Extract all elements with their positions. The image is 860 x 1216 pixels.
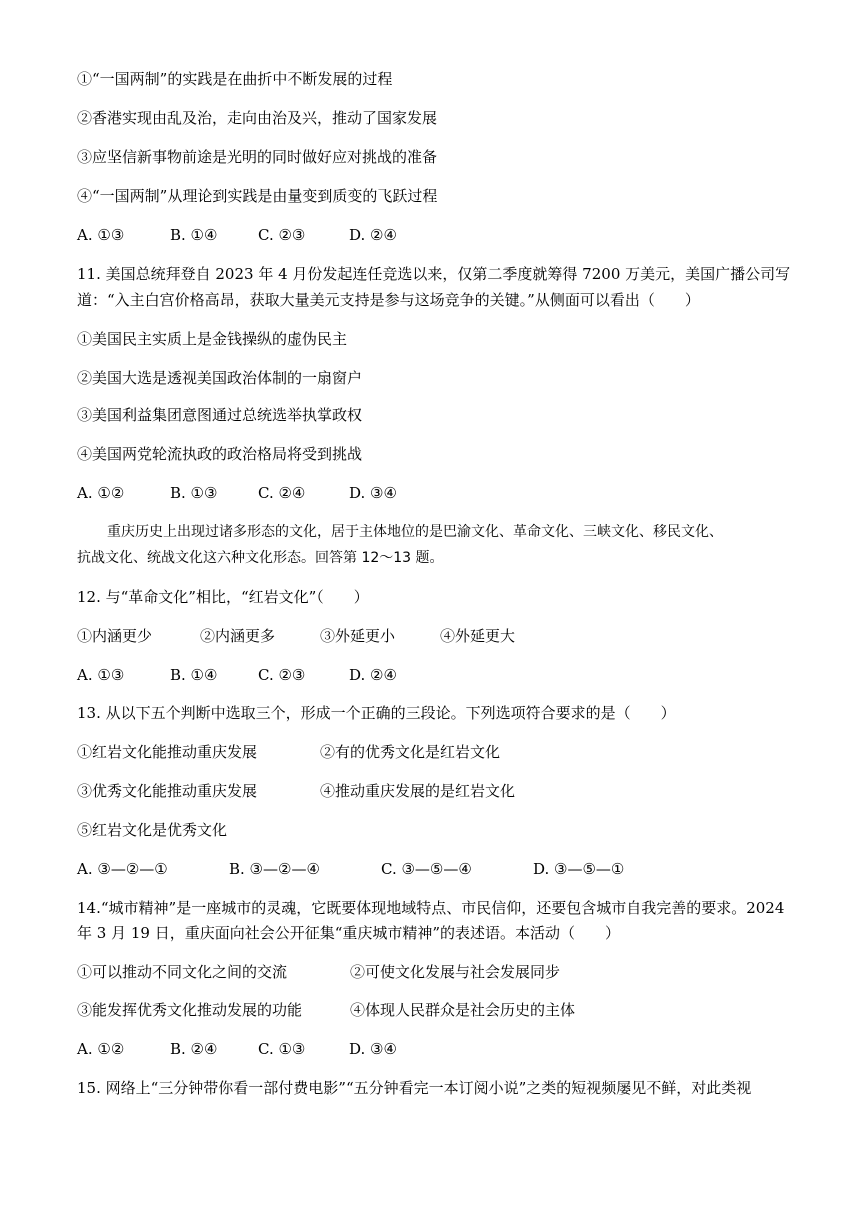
q12-item-1: ①内涵更少 [77,627,153,645]
q10-item-1: ①“一国两制”的实践是在曲折中不断发展的过程 [77,70,393,88]
q10-item-2: ②香港实现由乱及治，走向由治及兴，推动了国家发展 [77,109,438,127]
q14-option-c[interactable]: C. ①③ [258,1040,306,1058]
q11-stem-line1: 11. 美国总统拜登自 2023 年 4 月份发起连任竞选以来，仅第二季度就筹得 7200 万美元，美国广播公司写 [77,265,791,283]
q11-options [77,483,817,503]
q12-item-3: ③外延更小 [320,627,396,645]
q14-option-b[interactable]: B. ②④ [170,1040,218,1058]
material-line2: 抗战文化、统战文化这六种文化形态。回答第 12～13 题。 [77,550,444,566]
q14-stem-line2: 年 3 月 19 日，重庆面向社会公开征集“重庆城市精神”的表述语。本活动（ ） [77,924,621,942]
q14-item-3: ③能发挥优秀文化推动发展的功能 [77,1001,303,1019]
q14-item-4: ④体现人民群众是社会历史的主体 [350,1001,576,1019]
q13-item-2: ②有的优秀文化是红岩文化 [320,743,501,761]
q10-option-d[interactable]: D. ②④ [349,226,397,244]
material-line1: 重庆历史上出现过诸多形态的文化，居于主体地位的是巴渝文化、革命文化、三峡文化、移民文化、 [107,524,723,540]
q11-item-1: ①美国民主实质上是金钱操纵的虚伪民主 [77,330,348,348]
q14-option-a[interactable]: A. ①② [77,1040,125,1058]
q13-item-4: ④推动重庆发展的是红岩文化 [320,782,516,800]
q13-stem: 13. 从以下五个判断中选取三个，形成一个正确的三段论。下列选项符合要求的是（ ） [77,704,676,722]
q14-stem-line1: 14.“城市精神”是一座城市的灵魂，它既要体现地域特点、市民信仰，还要包含城市自我完善的要求。2024 [77,899,785,917]
q10-options [77,225,817,245]
q13-item-3: ③优秀文化能推动重庆发展 [77,782,258,800]
q12-stem: 12. 与“革命文化”相比，“红岩文化”（ ） [77,588,369,606]
q10-item-4: ④“一国两制”从理论到实践是由量变到质变的飞跃过程 [77,187,438,205]
q13-option-b[interactable]: B. ③—②—④ [229,860,320,878]
q14-item-2: ②可使文化发展与社会发展同步 [350,963,561,981]
q11-item-4: ④美国两党轮流执政的政治格局将受到挑战 [77,445,363,463]
q13-item-5: ⑤红岩文化是优秀文化 [77,821,228,839]
q15-stem-line1: 15. 网络上“三分钟带你看一部付费电影”“五分钟看完一本订阅小说”之类的短视频屡见不鲜，对此类视 [77,1079,752,1097]
q13-items-row1 [77,742,817,762]
q12-option-c[interactable]: C. ②③ [258,666,306,684]
q13-options [77,859,817,879]
q13-option-c[interactable]: C. ③—⑤—④ [381,860,472,878]
q12-option-a[interactable]: A. ①③ [77,666,125,684]
q12-item-2: ②内涵更多 [200,627,276,645]
q13-items-row2 [77,781,817,801]
q11-stem-line2: 道：“入主白宫价格高昂，获取大量美元支持是参与这场竞争的关键。”从侧面可以看出（ ） [77,291,700,309]
q13-option-a[interactable]: A. ③—②—① [77,860,168,878]
q10-item-3: ③应坚信新事物前途是光明的同时做好应对挑战的准备 [77,148,438,166]
q11-option-a[interactable]: A. ①② [77,484,125,502]
q12-option-b[interactable]: B. ①④ [170,666,218,684]
q11-option-c[interactable]: C. ②④ [258,484,306,502]
q10-option-b[interactable]: B. ①④ [170,226,218,244]
q13-item-1: ①红岩文化能推动重庆发展 [77,743,258,761]
q14-items-row1 [77,962,817,982]
q14-items-row2 [77,1000,817,1020]
q11-option-d[interactable]: D. ③④ [349,484,397,502]
q14-options [77,1039,817,1059]
q12-item-4: ④外延更大 [440,627,516,645]
q10-option-c[interactable]: C. ②③ [258,226,306,244]
q11-item-2: ②美国大选是透视美国政治体制的一扇窗户 [77,369,363,387]
q13-option-d[interactable]: D. ③—⑤—① [533,860,625,878]
q11-item-3: ③美国利益集团意图通过总统选举执掌政权 [77,406,363,424]
q14-item-1: ①可以推动不同文化之间的交流 [77,963,288,981]
q14-option-d[interactable]: D. ③④ [349,1040,397,1058]
q12-option-d[interactable]: D. ②④ [349,666,397,684]
q10-option-a[interactable]: A. ①③ [77,226,125,244]
q12-items [77,626,817,646]
q11-option-b[interactable]: B. ①③ [170,484,218,502]
q12-options [77,665,817,685]
